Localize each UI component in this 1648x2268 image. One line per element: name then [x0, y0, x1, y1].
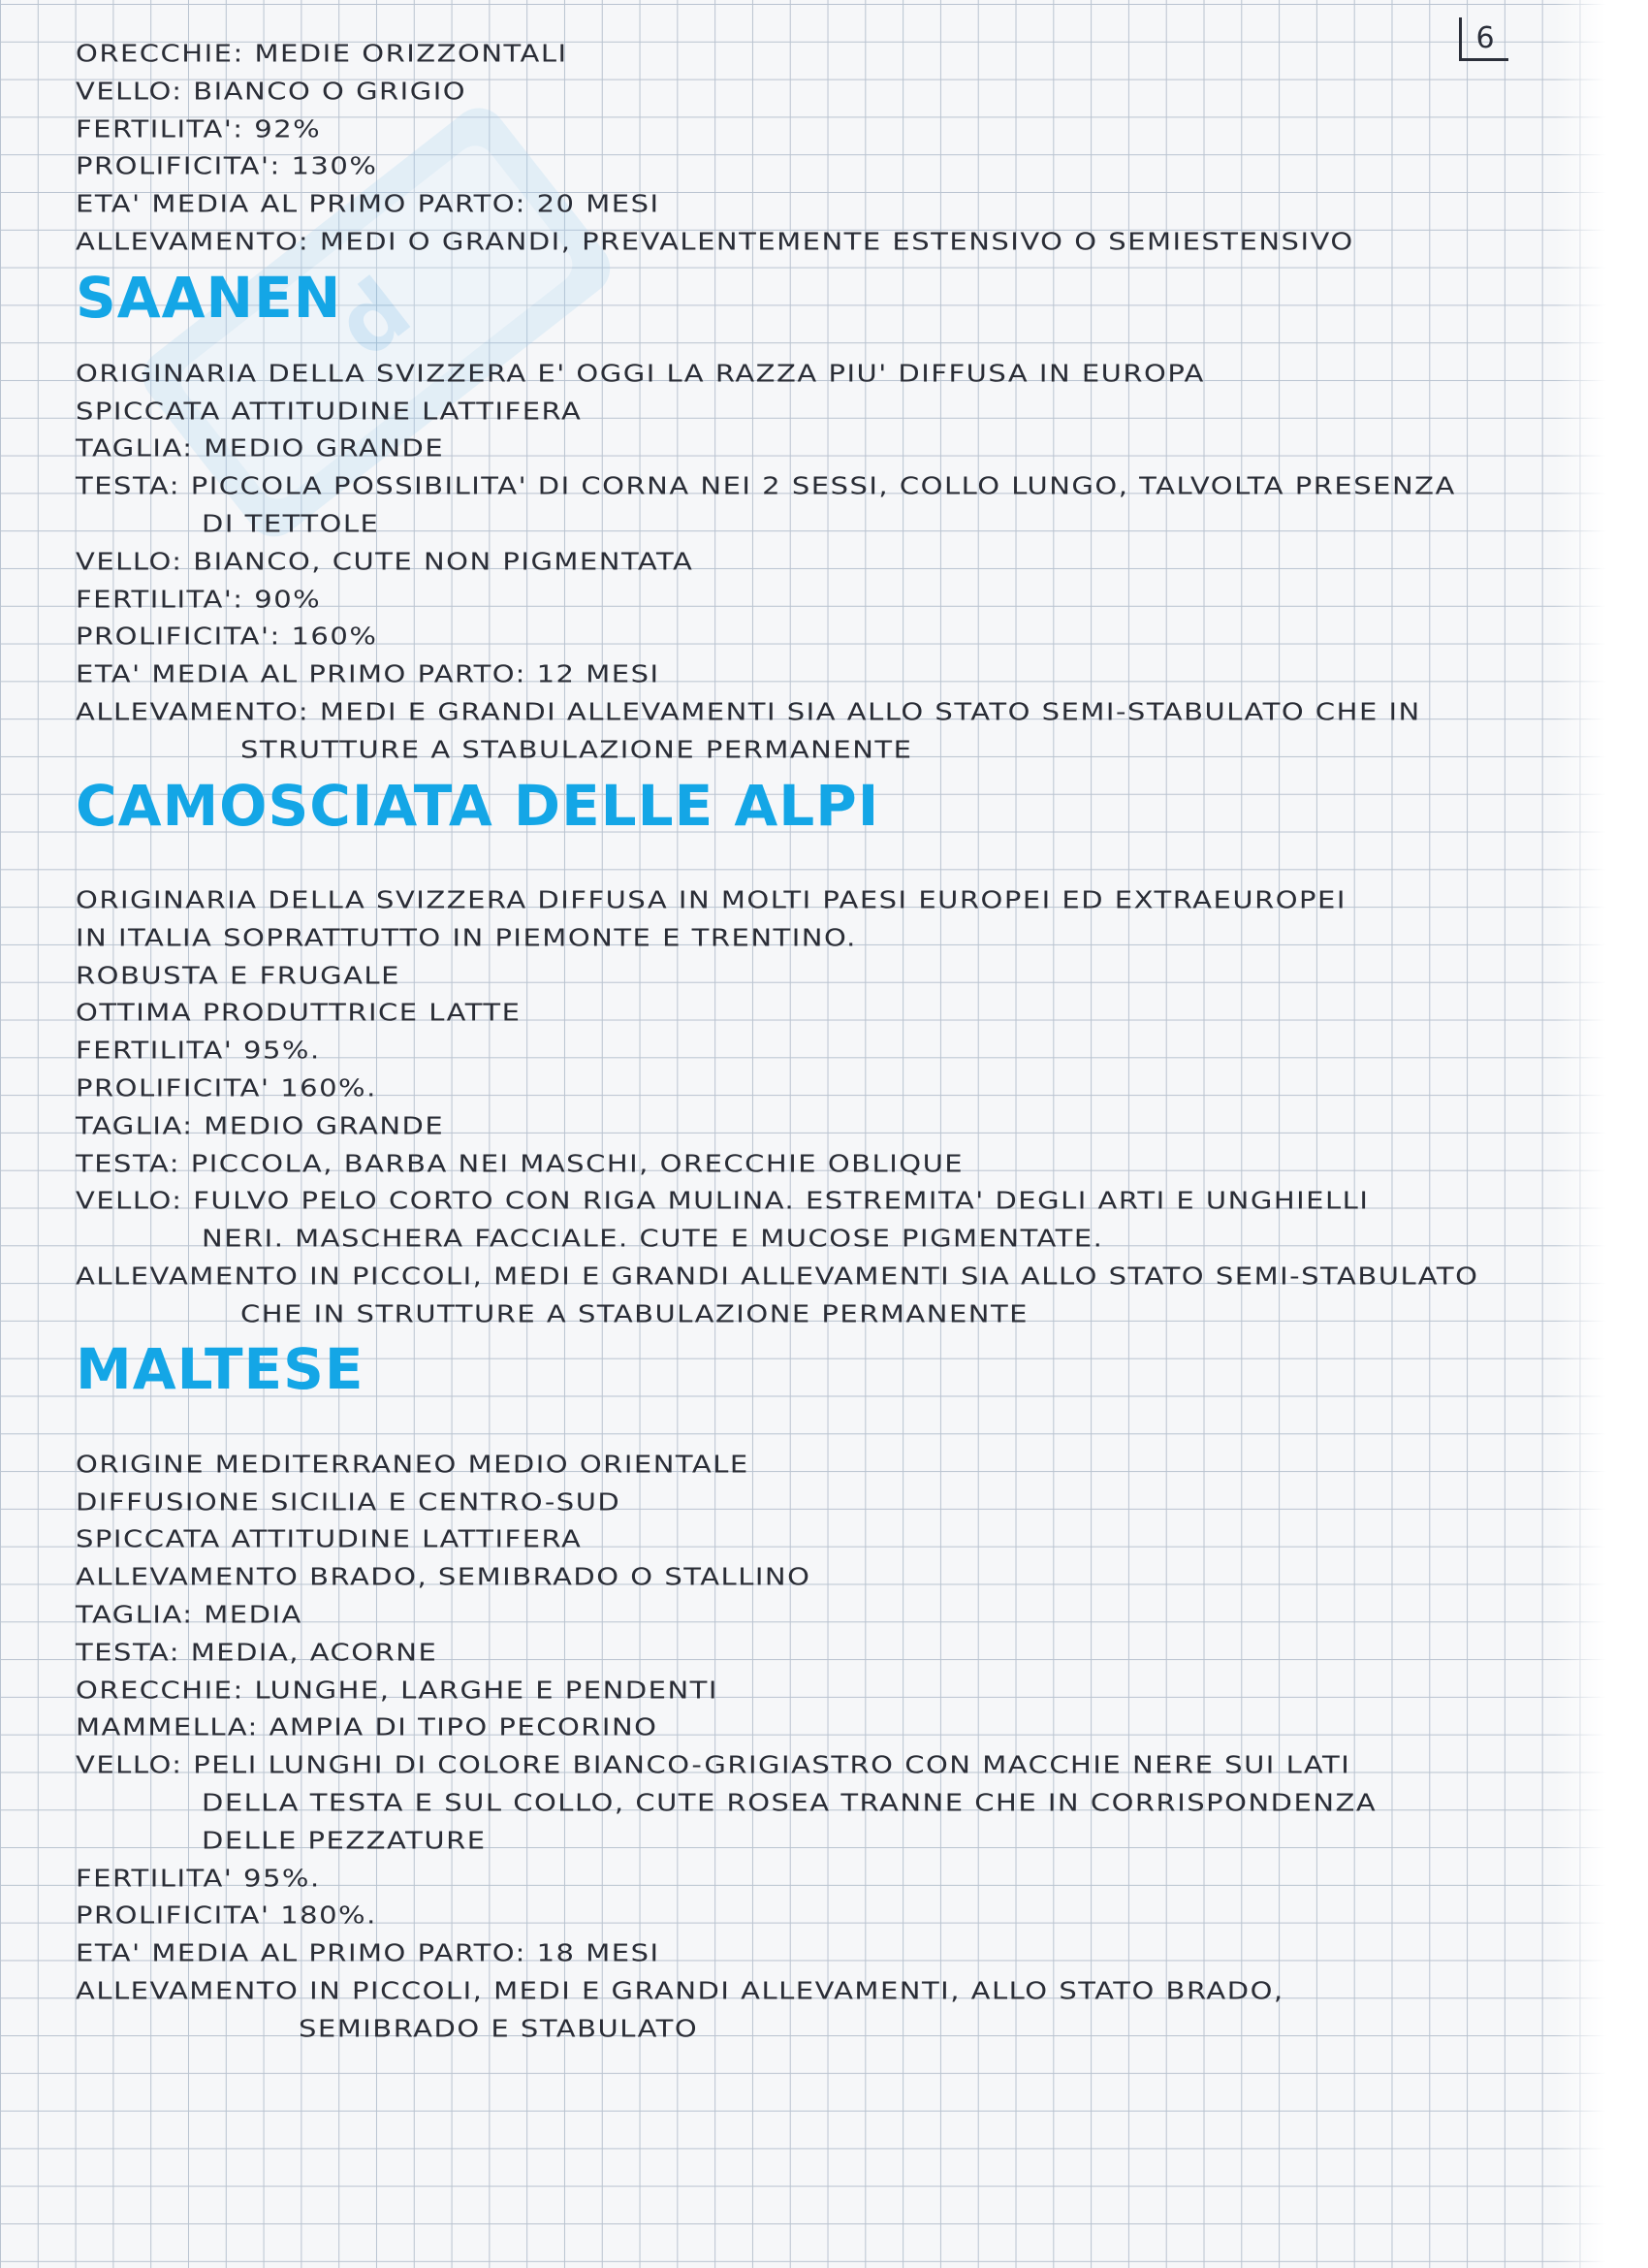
note-line: STRUTTURE A STABULAZIONE PERMANENTE: [240, 735, 913, 764]
note-line: ROBUSTA E FRUGALE: [76, 960, 400, 990]
section-camosciata: [76, 769, 1481, 1333]
note-line: TESTA: MEDIA, ACORNE: [76, 1638, 438, 1667]
note-line: NERI. MASCHERA FACCIALE. CUTE E MUCOSE PIGMENTATE.: [202, 1224, 1104, 1253]
note-line: MAMMELLA: AMPIA DI TIPO PECORINO: [76, 1712, 658, 1742]
note-line: DIFFUSIONE SICILIA E CENTRO-SUD: [76, 1487, 621, 1517]
note-line: ORIGINARIA DELLA SVIZZERA E' OGGI LA RAZZA PIU' DIFFUSA IN EUROPA: [76, 359, 1205, 388]
svg-text:d: d: [317, 258, 429, 378]
section-maltese: [76, 1332, 1481, 2047]
page-number: 6: [1459, 17, 1508, 61]
note-line: CHE IN STRUTTURE A STABULAZIONE PERMANENTE: [240, 1299, 1029, 1328]
note-line: DI TETTOLE: [202, 509, 380, 538]
section-title-maltese: MALTESE: [76, 1336, 364, 1403]
note-line: FERTILITA' 95%.: [76, 1864, 321, 1893]
note-line: ORIGINE MEDITERRANEO MEDIO ORIENTALE: [76, 1450, 749, 1479]
section-title-camosciata: CAMOSCIATA DELLE ALPI: [76, 772, 880, 839]
note-line: ALLEVAMENTO BRADO, SEMIBRADO O STALLINO: [76, 1562, 811, 1591]
note-line: VELLO: FULVO PELO CORTO CON RIGA MULINA. ESTREMITA' DEGLI ARTI E UNGHIELLI: [76, 1186, 1370, 1215]
intro-line: ETA' MEDIA AL PRIMO PARTO: 20 MESI: [76, 189, 660, 218]
note-line: SEMIBRADO E STABULATO: [299, 2014, 699, 2043]
intro-line: FERTILITA': 92%: [76, 114, 322, 144]
note-line: SPICCATA ATTITUDINE LATTIFERA: [76, 396, 583, 426]
note-line: DELLA TESTA E SUL COLLO, CUTE ROSEA TRANNE CHE IN CORRISPONDENZA: [202, 1788, 1378, 1817]
note-line: DELLE PEZZATURE: [202, 1826, 487, 1855]
note-line: IN ITALIA SOPRATTUTTO IN PIEMONTE E TRENTINO.: [76, 923, 857, 952]
note-line: ORIGINARIA DELLA SVIZZERA DIFFUSA IN MOLTI PAESI EUROPEI ED EXTRAEUROPEI: [76, 885, 1347, 914]
note-line: ALLEVAMENTO: MEDI E GRANDI ALLEVAMENTI SIA ALLO STATO SEMI-STABULATO CHE IN: [76, 697, 1421, 726]
note-line: OTTIMA PRODUTTRICE LATTE: [76, 998, 522, 1027]
intro-line: ALLEVAMENTO: MEDI O GRANDI, PREVALENTEMENTE ESTENSIVO O SEMIESTENSIVO: [76, 227, 1354, 256]
note-line: TAGLIA: MEDIO GRANDE: [76, 433, 445, 463]
note-line: VELLO: BIANCO, CUTE NON PIGMENTATA: [76, 547, 694, 576]
note-line: PROLIFICITA': 160%: [76, 622, 378, 652]
note-line: TAGLIA: MEDIA: [76, 1600, 302, 1629]
note-line: PROLIFICITA' 180%.: [76, 1901, 377, 1931]
note-line: ORECCHIE: LUNGHE, LARGHE E PENDENTI: [76, 1676, 718, 1705]
note-line: PROLIFICITA' 160%.: [76, 1073, 377, 1102]
intro-line: VELLO: BIANCO O GRIGIO: [76, 77, 467, 106]
note-line: ALLEVAMENTO IN PICCOLI, MEDI E GRANDI ALLEVAMENTI, ALLO STATO BRADO,: [76, 1976, 1284, 2005]
notes-content: [76, 35, 1481, 2048]
note-line: TESTA: PICCOLA POSSIBILITA' DI CORNA NEI 2 SESSI, COLLO LUNGO, TALVOLTA PRESENZA: [76, 471, 1456, 500]
section-title-saanen: SAANEN: [76, 264, 342, 331]
note-line: FERTILITA': 90%: [76, 584, 322, 614]
intro-line: ORECCHIE: MEDIE ORIZZONTALI: [76, 39, 568, 68]
note-line: SPICCATA ATTITUDINE LATTIFERA: [76, 1524, 583, 1554]
intro-line: PROLIFICITA': 130%: [76, 151, 378, 181]
intro-block: [76, 35, 1481, 261]
note-line: ALLEVAMENTO IN PICCOLI, MEDI E GRANDI ALLEVAMENTI SIA ALLO STATO SEMI-STABULATO: [76, 1262, 1479, 1291]
note-line: VELLO: PELI LUNGHI DI COLORE BIANCO-GRIGIASTRO CON MACCHIE NERE SUI LATI: [76, 1750, 1351, 1779]
note-line: ETA' MEDIA AL PRIMO PARTO: 18 MESI: [76, 1938, 660, 1967]
note-line: TAGLIA: MEDIO GRANDE: [76, 1111, 445, 1140]
note-line: FERTILITA' 95%.: [76, 1036, 321, 1065]
section-saanen: [76, 258, 1481, 769]
note-line: TESTA: PICCOLA, BARBA NEI MASCHI, ORECCHIE OBLIQUE: [76, 1148, 965, 1178]
note-line: ETA' MEDIA AL PRIMO PARTO: 12 MESI: [76, 659, 660, 688]
